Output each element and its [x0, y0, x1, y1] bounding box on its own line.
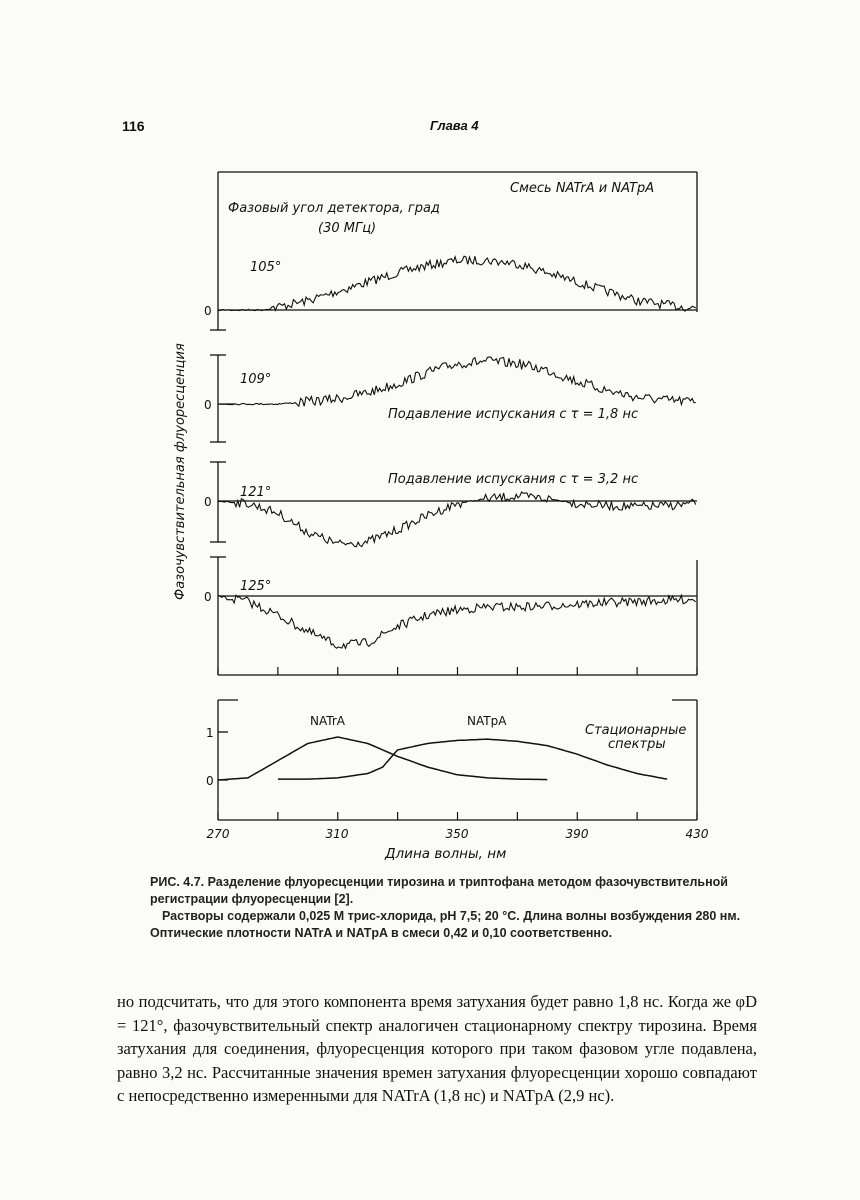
page-number: 116 [122, 118, 145, 134]
suppression-note-2: Подавление испускания с τ = 3,2 нс [388, 472, 639, 487]
x-tick-label-430: 430 [685, 827, 709, 841]
zero-label-4: 0 [204, 590, 212, 604]
mixture-label: Смесь NATrA и NATpA [510, 181, 655, 196]
frequency-label: (30 МГц) [318, 221, 377, 236]
stationary-label-2: спектры [608, 737, 666, 752]
body-paragraph: но подсчитать, что для этого компонента время затухания будет равно 1,8 нс. Когда же φD = 121°, фазочувствительный спектр аналогичен стационарному спектру тирозина. Время затухания для соединения, флуоресценция которого при таком фазовом угле подавлена, равно 3,2 нс. Рассчитанные значения времен затухания флуоресценции хорошо совпадают с непосредственно измеренными для NATrA (1,8 нс) и NATpA (2,9 нс). [117, 992, 757, 1105]
spectra-curves [218, 256, 696, 780]
spectrum-109deg [218, 357, 696, 406]
x-axis-label: Длина волны, нм [385, 846, 507, 862]
zero-label-3: 0 [204, 495, 212, 509]
angle-label-121: 121° [240, 485, 272, 500]
caption-title: РИС. 4.7. Разделение флуоресценции тирозина и триптофана методом фазочувствительной регистрации флуоресценции [2]. [150, 875, 728, 906]
angle-label-109: 109° [240, 372, 272, 387]
figure-caption [150, 874, 750, 942]
x-tick-label-390: 390 [565, 827, 589, 841]
detector-angle-label: Фазовый угол детектора, град [228, 201, 440, 216]
suppression-note-1: Подавление испускания с τ = 1,8 нс [388, 407, 639, 422]
x-tick-label-350: 350 [445, 827, 469, 841]
x-tick-label-270: 270 [206, 827, 230, 841]
chapter-title: Глава 4 [430, 118, 479, 133]
angle-label-105: 105° [250, 260, 282, 275]
y-axis-label: Фазочувствительная флуоресценция [173, 343, 188, 600]
stationary-spectrum-NATrA [218, 737, 547, 780]
spectrum-125deg [218, 595, 696, 648]
spectrum-121deg [218, 492, 696, 547]
zero-label-1: 0 [204, 304, 212, 318]
bottom-one-label: 1 [206, 726, 214, 740]
natpa-label: NATpA [467, 714, 507, 728]
zero-label-2: 0 [204, 398, 212, 412]
x-tick-label-310: 310 [325, 827, 349, 841]
spectrum-105deg [218, 256, 696, 311]
bottom-zero-label: 0 [206, 774, 214, 788]
body-text [117, 990, 757, 1108]
caption-text: Растворы содержали 0,025 М трис-хлорида, pH 7,5; 20 °С. Длина волны возбуждения 280 нм. Оптические плотности NATrA и NATpA в смеси 0,42 и 0,10 соответственно. [150, 909, 741, 940]
angle-label-125: 125° [240, 579, 272, 594]
stationary-label-1: Стационарные [585, 723, 687, 738]
natra-label: NATrA [310, 714, 345, 728]
